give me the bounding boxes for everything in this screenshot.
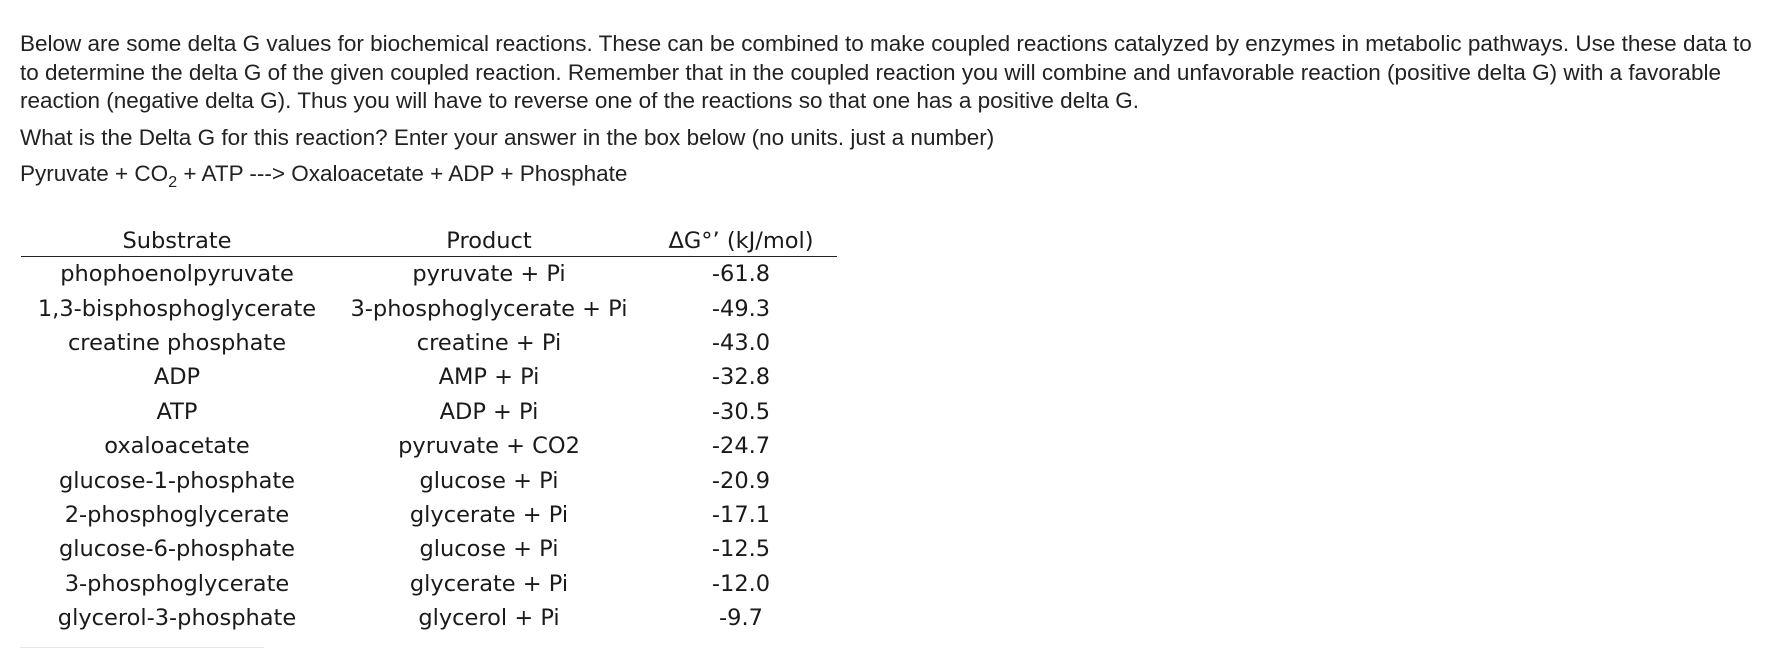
cell-delta-g: -17.1 [711,501,771,528]
cell-product: glycerate + Pi [409,501,569,528]
cell-delta-g: -24.7 [711,433,771,460]
delta-g-table [21,218,837,635]
cell-delta-g: -61.8 [711,261,771,288]
cell-substrate: ADP [153,364,201,391]
cell-substrate: phophoenolpyruvate [60,261,294,288]
table-row [21,291,837,325]
question-text-block [20,30,1760,192]
cell-product: glucose + Pi [419,536,559,563]
cell-product: pyruvate + CO2 [398,433,580,460]
reaction-right-text: + ATP ---> Oxaloacetate + ADP + Phosphate [177,161,628,186]
co2-subscript: 2 [168,174,178,191]
table-row [21,498,837,532]
header-substrate: Substrate [21,218,333,257]
table-row [21,395,837,429]
table-row [21,429,837,463]
cell-substrate: glycerol-3-phosphate [57,605,297,632]
cell-substrate: creatine phosphate [67,329,287,356]
cell-product: AMP + Pi [438,364,540,391]
cell-substrate: 2-phosphoglycerate [64,501,290,528]
header-delta-g: ΔG°’ (kJ/mol) [645,218,837,257]
question-prompt: What is the Delta G for this reaction? Enter your answer in the box below (no units. just a number) [20,124,995,150]
table-row [21,326,837,360]
cell-delta-g: -12.5 [711,536,771,563]
table-header-row [21,218,837,257]
cell-product: glycerate + Pi [409,570,569,597]
table-row [21,463,837,497]
table-row [21,567,837,601]
cell-delta-g: -12.0 [711,570,771,597]
cell-product: pyruvate + Pi [412,261,566,288]
cell-product: ADP + Pi [439,398,539,425]
cell-delta-g: -43.0 [711,329,771,356]
cell-substrate: ATP [156,398,198,425]
table-row [21,532,837,566]
table-row [21,360,837,394]
cell-product: glycerol + Pi [418,605,560,632]
reaction-left-text: Pyruvate + CO [20,161,169,186]
cell-delta-g: -32.8 [711,364,771,391]
cell-substrate: 1,3-bisphosphoglycerate [37,295,317,322]
cell-substrate: 3-phosphoglycerate [64,570,290,597]
cell-substrate: oxaloacetate [104,433,250,460]
cell-delta-g: -30.5 [711,398,771,425]
cell-product: creatine + Pi [416,329,562,356]
cell-product: 3-phosphoglycerate + Pi [350,295,628,322]
cell-substrate: glucose-6-phosphate [58,536,296,563]
cell-delta-g: -9.7 [719,605,763,632]
cell-substrate: glucose-1-phosphate [58,467,296,494]
coupled-reaction-equation [20,160,1760,192]
cell-delta-g: -20.9 [711,467,771,494]
cell-product: glucose + Pi [419,467,559,494]
cell-delta-g: -49.3 [711,295,771,322]
question-intro: Below are some delta G values for biochemical reactions. These can be combined to make coupled reactions catalyzed by enzymes in metabolic pathways. Use these data to to determine the delta G of the given coupled reaction. Remember that in the coupled reaction you will combine and unfavorable reaction (positive delta G) with a favorable reaction (negative delta G). Thus you will have to reverse one of the reactions so that one has a positive delta G. [20,31,1752,113]
header-product: Product [333,218,645,257]
table-row [21,257,837,292]
table-row [21,601,837,635]
